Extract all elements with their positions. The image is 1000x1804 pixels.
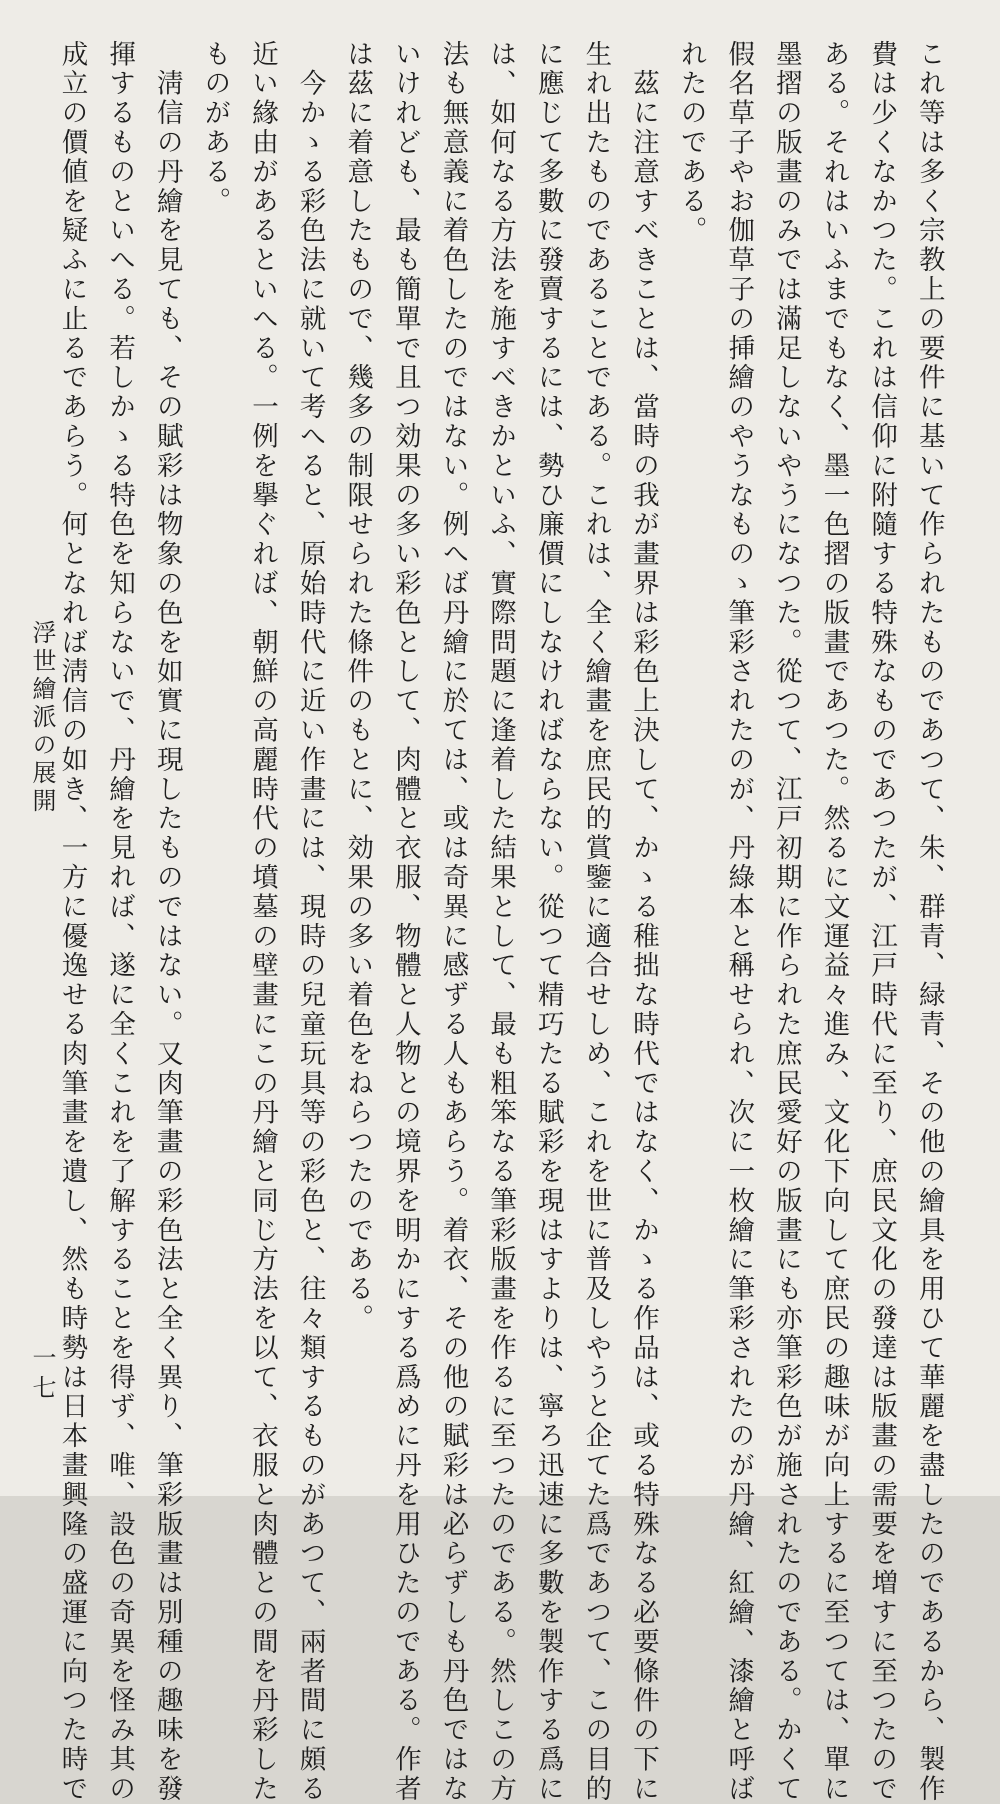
text-column: ある。それはいふまでもなく、墨一色摺の版畫であつた。然るに文運益々進み、文化下向して庶民の趣味が向上するに至つては、單に [818,40,850,1804]
text-column: いけれども、最も簡單で且つ効果の多い彩色として、肉體と衣服、物體と人物との境界を明かにする爲めに丹を用ひたのである。作者 [389,40,421,1804]
text-column: これ等は多く宗教上の要件に基いて作られたものであつて、朱、群青、緑青、その他の繪具を用ひて華麗を盡したのであるから、製作 [913,40,945,1804]
text-column: 茲に注意すべきことは、當時の我が畫界は彩色上決して、かゝる稚拙な時代ではなく、かゝる作品は、或る特殊なる必要條件の下に [628,40,659,1804]
text-column: 費は少くなかつた。これは信仰に附隨する特殊なものであつたが、江戸時代に至り、庶民文化の發達は版畫の需要を増すに至つたので [866,40,898,1804]
text-column: は茲に着意したもので、幾多の制限せられた條件のもとに、効果の多い着色をねらつたのである。 [342,40,374,1334]
text-column: 今かゝる彩色法に就いて考へると、原始時代に近い作畫には、現時の兒童玩具等の彩色と、往々類するものがあつて、兩者間に頗る [294,40,326,1804]
text-column: れたのである。 [675,40,707,246]
text-column: に應じて多數に發賣するには、勢ひ廉價にしなければならない。從つて精巧たる賦彩を現はすよりは、寧ろ迅速に多數を製作する爲に [532,40,564,1804]
text-column: 墨摺の版畫のみでは滿足しないやうになつた。從つて、江戸初期に作られた庶民愛好の版畫にも亦筆彩色が施されたのである。かくて [770,40,802,1804]
text-column: 假名草子やお伽草子の挿繪のやうなものゝ筆彩されたのが、丹綠本と稱せられ、次に一枚繪に筆彩されたのが丹繪、紅繪、漆繪と呼ば [723,40,755,1804]
page-number: 一七 [28,1345,56,1405]
text-column: は、如何なる方法を施すべきかといふ、實際問題に逢着した結果として、最も粗笨なる筆彩版畫を作るに至つたのである。然しこの方 [485,40,517,1804]
text-column: 淸信の丹繪を見ても、その賦彩は物象の色を如實に現したものではない。又肉筆畫の彩色法と全く異り、筆彩版畫は別種の趣味を發 [151,40,183,1804]
text-column: ものがある。 [199,40,231,217]
text-column: 近い緣由があるといへる。一例を擧ぐれば、朝鮮の高麗時代の墳墓の壁畫にこの丹繪と同じ方法を以て、衣服と肉體との間を丹彩した [247,40,278,1804]
running-head: 浮世繪派の展開 [28,620,56,816]
text-column: 成立の價値を疑ふに止るであらう。何となれば淸信の如き、一方に優逸せる肉筆畫を遺し、然も時勢は日本畫興隆の盛運に向つた時で [56,40,88,1804]
body-text [56,40,945,1804]
text-column: 生れ出たものであることである。これは、全く繪畫を庶民的賞鑒に適合せしめ、これを世に普及しやうと企てた爲であつて、この目的 [580,40,612,1804]
text-column: 揮するものといへる。若しかゝる特色を知らないで、丹繪を見れば、遂に全くこれを了解することを得ず、唯、設色の奇異を怪み其の [104,40,136,1804]
text-column: 法も無意義に着色したのではない。例へば丹繪に於ては、或は奇異に感ずる人もあらう。着衣、その他の賦彩は必らずしも丹色ではな [437,40,469,1804]
